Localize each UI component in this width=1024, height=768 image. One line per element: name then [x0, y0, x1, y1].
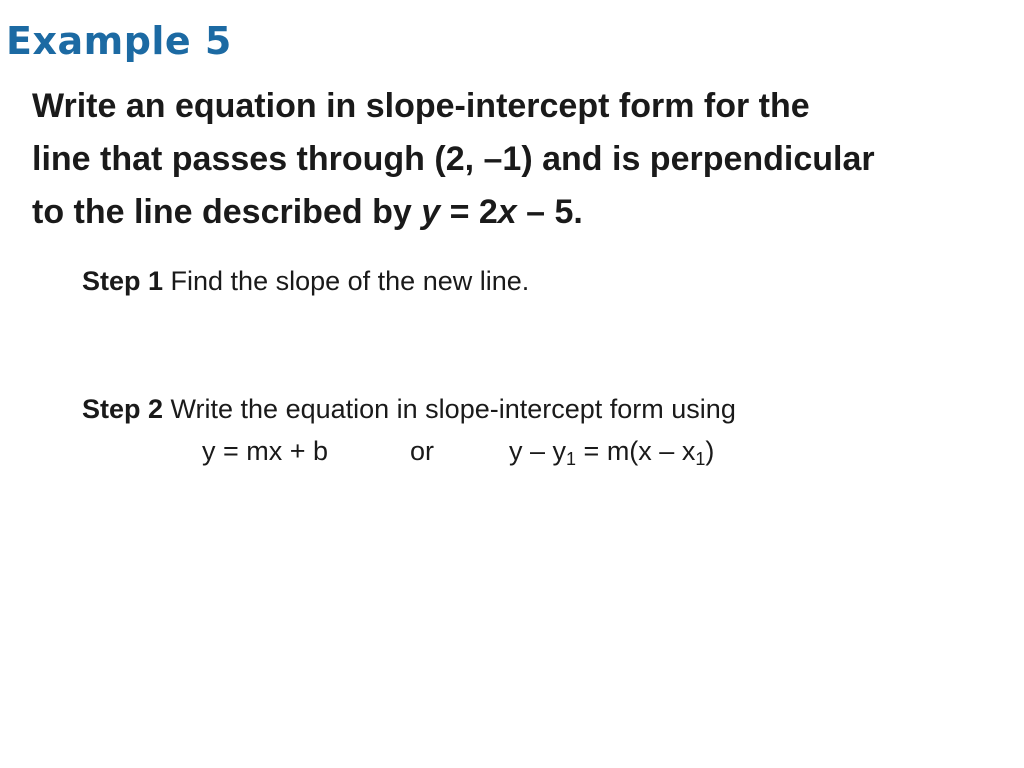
problem-line-3-mid: = 2 — [440, 193, 498, 231]
problem-line-2: line that passes through (2, –1) and is perpendicular — [32, 140, 875, 178]
step-2-label: Step 2 — [82, 394, 164, 424]
variable-x: x — [497, 193, 517, 231]
point-slope-formula — [509, 436, 715, 469]
subscript-1: 1 — [566, 449, 577, 469]
variable-y: y — [421, 193, 441, 231]
step-1 — [82, 268, 529, 295]
slope-intercept-formula: y = mx + b — [202, 436, 329, 466]
step-2-text: Write the equation in slope-intercept form using — [163, 394, 736, 424]
problem-statement — [32, 80, 1007, 239]
formula-or: or — [410, 436, 435, 466]
problem-line-3 — [32, 186, 1007, 239]
problem-line-3-prefix: to the line described by — [32, 193, 422, 231]
point-slope-part-a: y – y — [509, 436, 567, 466]
step-1-label: Step 1 — [82, 266, 164, 296]
step-2 — [82, 396, 736, 423]
problem-line-1: Write an equation in slope-intercept form for the — [32, 87, 810, 125]
problem-line-3-suffix: – 5. — [516, 193, 583, 231]
step-1-text: Find the slope of the new line. — [163, 266, 530, 296]
point-slope-part-b: = m(x – x — [576, 436, 696, 466]
example-title: Example 5 — [6, 19, 232, 63]
point-slope-part-c: ) — [705, 436, 715, 466]
subscript-1b: 1 — [695, 449, 706, 469]
